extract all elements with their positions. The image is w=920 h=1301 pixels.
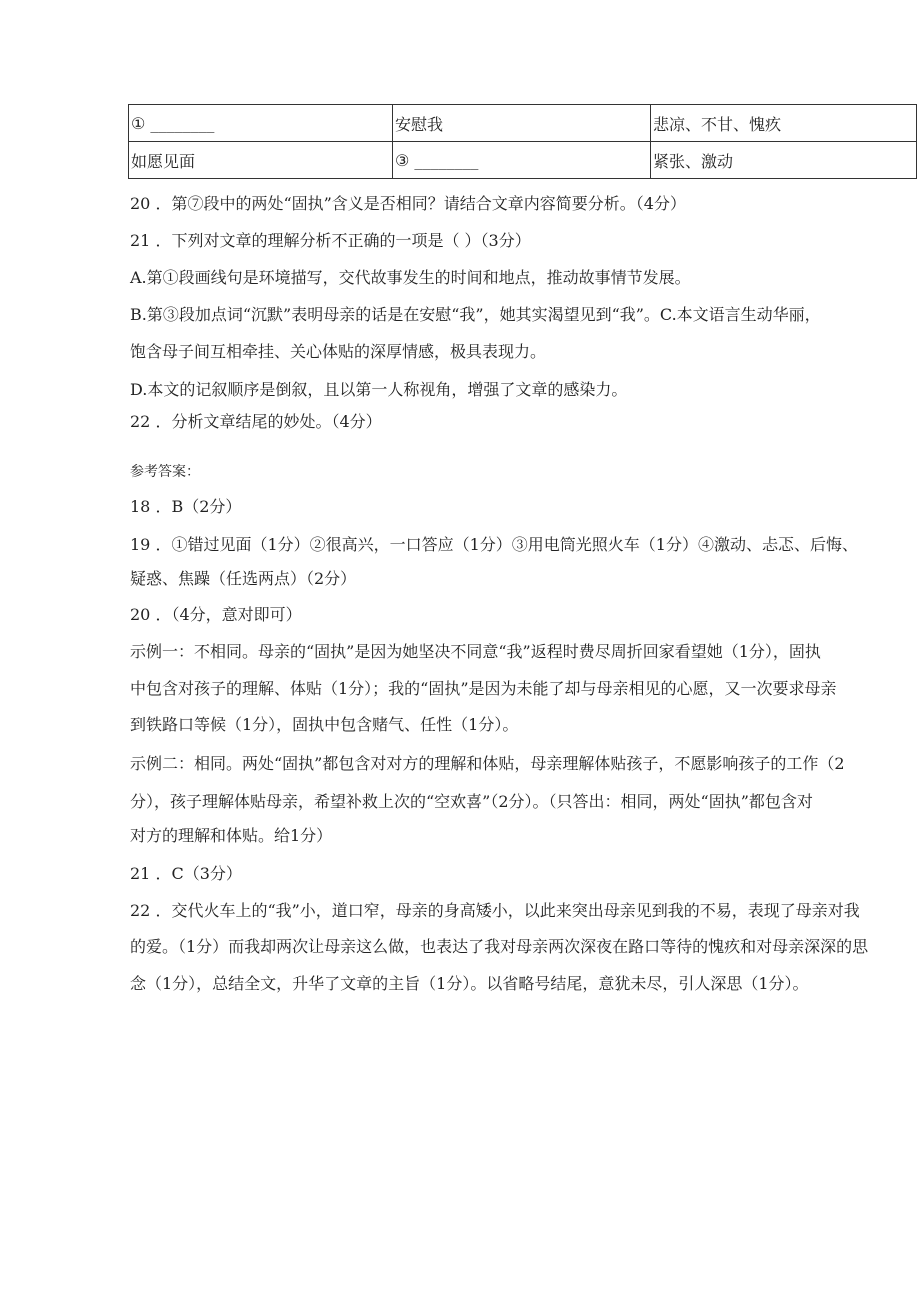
question-21-option-b-cont: 饱含母子间互相牵挂、关心体贴的深厚情感，极具表现力。 (130, 342, 547, 361)
answer-22-cont: 的爱。（1分）而我却两次让母亲这么做，也表达了我对母亲两次深夜在路口等待的愧疚和对母亲深深的思 (130, 937, 869, 956)
answer-20: 20 ．（4分，意对即可） (130, 605, 302, 624)
answers-heading: 参考答案： (130, 464, 200, 480)
question-21: 21 ．下列对文章的理解分析不正确的一项是（ ）（3分） (130, 231, 531, 250)
table-cell: 如愿见面 (129, 142, 393, 179)
answer-18: 18 ．B（2分） (130, 497, 242, 516)
answer-20-example-2-cont: 分），孩子理解体贴母亲，希望补救上次的“空欢喜”（2分）。（只答出：相同，两处“固执”都包含对 (130, 792, 813, 811)
question-20: 20 ．第⑦段中的两处“固执”含义是否相同？请结合文章内容简要分析。（4分） (130, 194, 686, 213)
answer-20-example-2: 示例二：相同。两处“固执”都包含对对方的理解和体贴，母亲理解体贴孩子，不愿影响孩子的工作（2 (130, 754, 845, 773)
question-21-option-d: D.本文的记叙顺序是倒叙，且以第一人称视角，增强了文章的感染力。 (130, 380, 628, 399)
answer-19-cont: 疑惑、焦躁（任选两点）（2分） (130, 569, 357, 588)
table-cell: 悲凉、不甘、愧疚 (651, 105, 917, 142)
question-21-option-b: B.第③段加点词“沉默”表明母亲的话是在安慰“我”，她其实渴望见到“我”。C.本文语言生动华丽， (130, 305, 821, 324)
table-cell: 紧张、激动 (651, 142, 917, 179)
answer-22: 22 ．交代火车上的“我”小，道口窄，母亲的身高矮小，以此来突出母亲见到我的不易，表现了母亲对我 (130, 901, 860, 920)
answer-20-example-1-cont: 中包含对孩子的理解、体贴（1分）；我的“固执”是因为未能了却与母亲相见的心愿，又一次要求母亲 (130, 679, 837, 698)
table-cell: 安慰我 (393, 105, 651, 142)
answer-20-example-1-end: 到铁路口等候（1分），固执中包含赌气、任性（1分）。 (130, 715, 519, 734)
answer-table (128, 104, 917, 179)
answer-20-example-1: 示例一：不相同。母亲的“固执”是因为她坚决不同意“我”返程时费尽周折回家看望她（1分），固执 (130, 642, 821, 661)
table-row (129, 142, 917, 179)
answer-22-end: 念（1分），总结全文，升华了文章的主旨（1分）。以省略号结尾，意犹未尽，引人深思（1分）。 (130, 974, 809, 993)
question-21-option-a: A.第①段画线句是环境描写，交代故事发生的时间和地点，推动故事情节发展。 (130, 268, 691, 287)
answer-19: 19 ．①错过见面（1分）②很高兴，一口答应（1分）③用电筒光照火车（1分）④激动、忐忑、后悔、 (130, 535, 858, 554)
question-22: 22 ．分析文章结尾的妙处。（4分） (130, 412, 382, 431)
table-cell: ③ ________ (393, 142, 651, 179)
answer-20-example-2-end: 对方的理解和体贴。给1分） (130, 826, 333, 845)
answer-21: 21 ．C（3分） (130, 864, 242, 883)
table-row (129, 105, 917, 142)
table-cell: ① ________ (129, 105, 393, 142)
